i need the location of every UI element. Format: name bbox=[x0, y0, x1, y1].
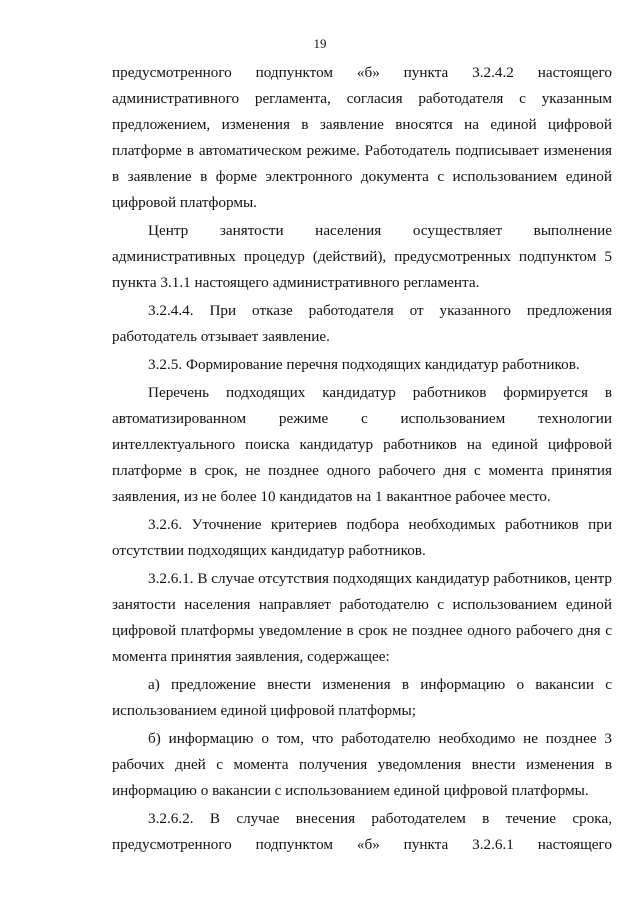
paragraph-continuation: предусмотренного подпунктом «б» пункта 3.2.4.2 настоящего административного регламента, согласия работодателя с указанным предложением, изменения в заявление вносятся на единой цифровой платформе в автоматическом режиме. Работодатель подписывает изменения в заявление в форме электронного документа с использованием единой цифровой платформы. bbox=[112, 64, 612, 211]
paragraph-3-2-6-2: 3.2.6.2. В случае внесения работодателем в течение срока, предусмотренного подпунктом «б» пункта 3.2.6.1 настоящего bbox=[112, 810, 612, 853]
list-item-a: а) предложение внести изменения в информацию о вакансии с использованием единой цифровой платформы; bbox=[112, 676, 612, 719]
paragraph-3-2-6-heading: 3.2.6. Уточнение критериев подбора необходимых работников при отсутствии подходящих кандидатур работников. bbox=[112, 516, 612, 559]
paragraph-candidate-list: Перечень подходящих кандидатур работников формируется в автоматизированном режиме с использованием технологии интеллектуального поиска кандидатур работников на единой цифровой платформе в срок, не позднее одного рабочего дня с момента принятия заявления, из не более 10 кандидатов на 1 вакантное рабочее место. bbox=[112, 384, 612, 505]
page-number: 19 bbox=[313, 36, 327, 51]
paragraph-employment-center: Центр занятости населения осуществляет выполнение административных процедур (действий), предусмотренных подпунктом 5 пункта 3.1.1 настоящего административного регламента. bbox=[112, 222, 612, 291]
list-item-b: б) информацию о том, что работодателю необходимо не позднее 3 рабочих дней с момента получения уведомления внести изменения в информацию о вакансии с использованием единой цифровой платформы. bbox=[112, 730, 612, 799]
paragraph-3-2-5-heading: 3.2.5. Формирование перечня подходящих кандидатур работников. bbox=[148, 356, 580, 373]
paragraph-3-2-4-4: 3.2.4.4. При отказе работодателя от указанного предложения работодатель отзывает заявление. bbox=[112, 302, 612, 345]
document-body bbox=[112, 60, 612, 858]
paragraph-3-2-6-1: 3.2.6.1. В случае отсутствия подходящих кандидатур работников, центр занятости населения направляет работодателю с использованием единой цифровой платформы уведомление в срок не позднее одного рабочего дня с момента принятия заявления, содержащее: bbox=[112, 570, 612, 665]
